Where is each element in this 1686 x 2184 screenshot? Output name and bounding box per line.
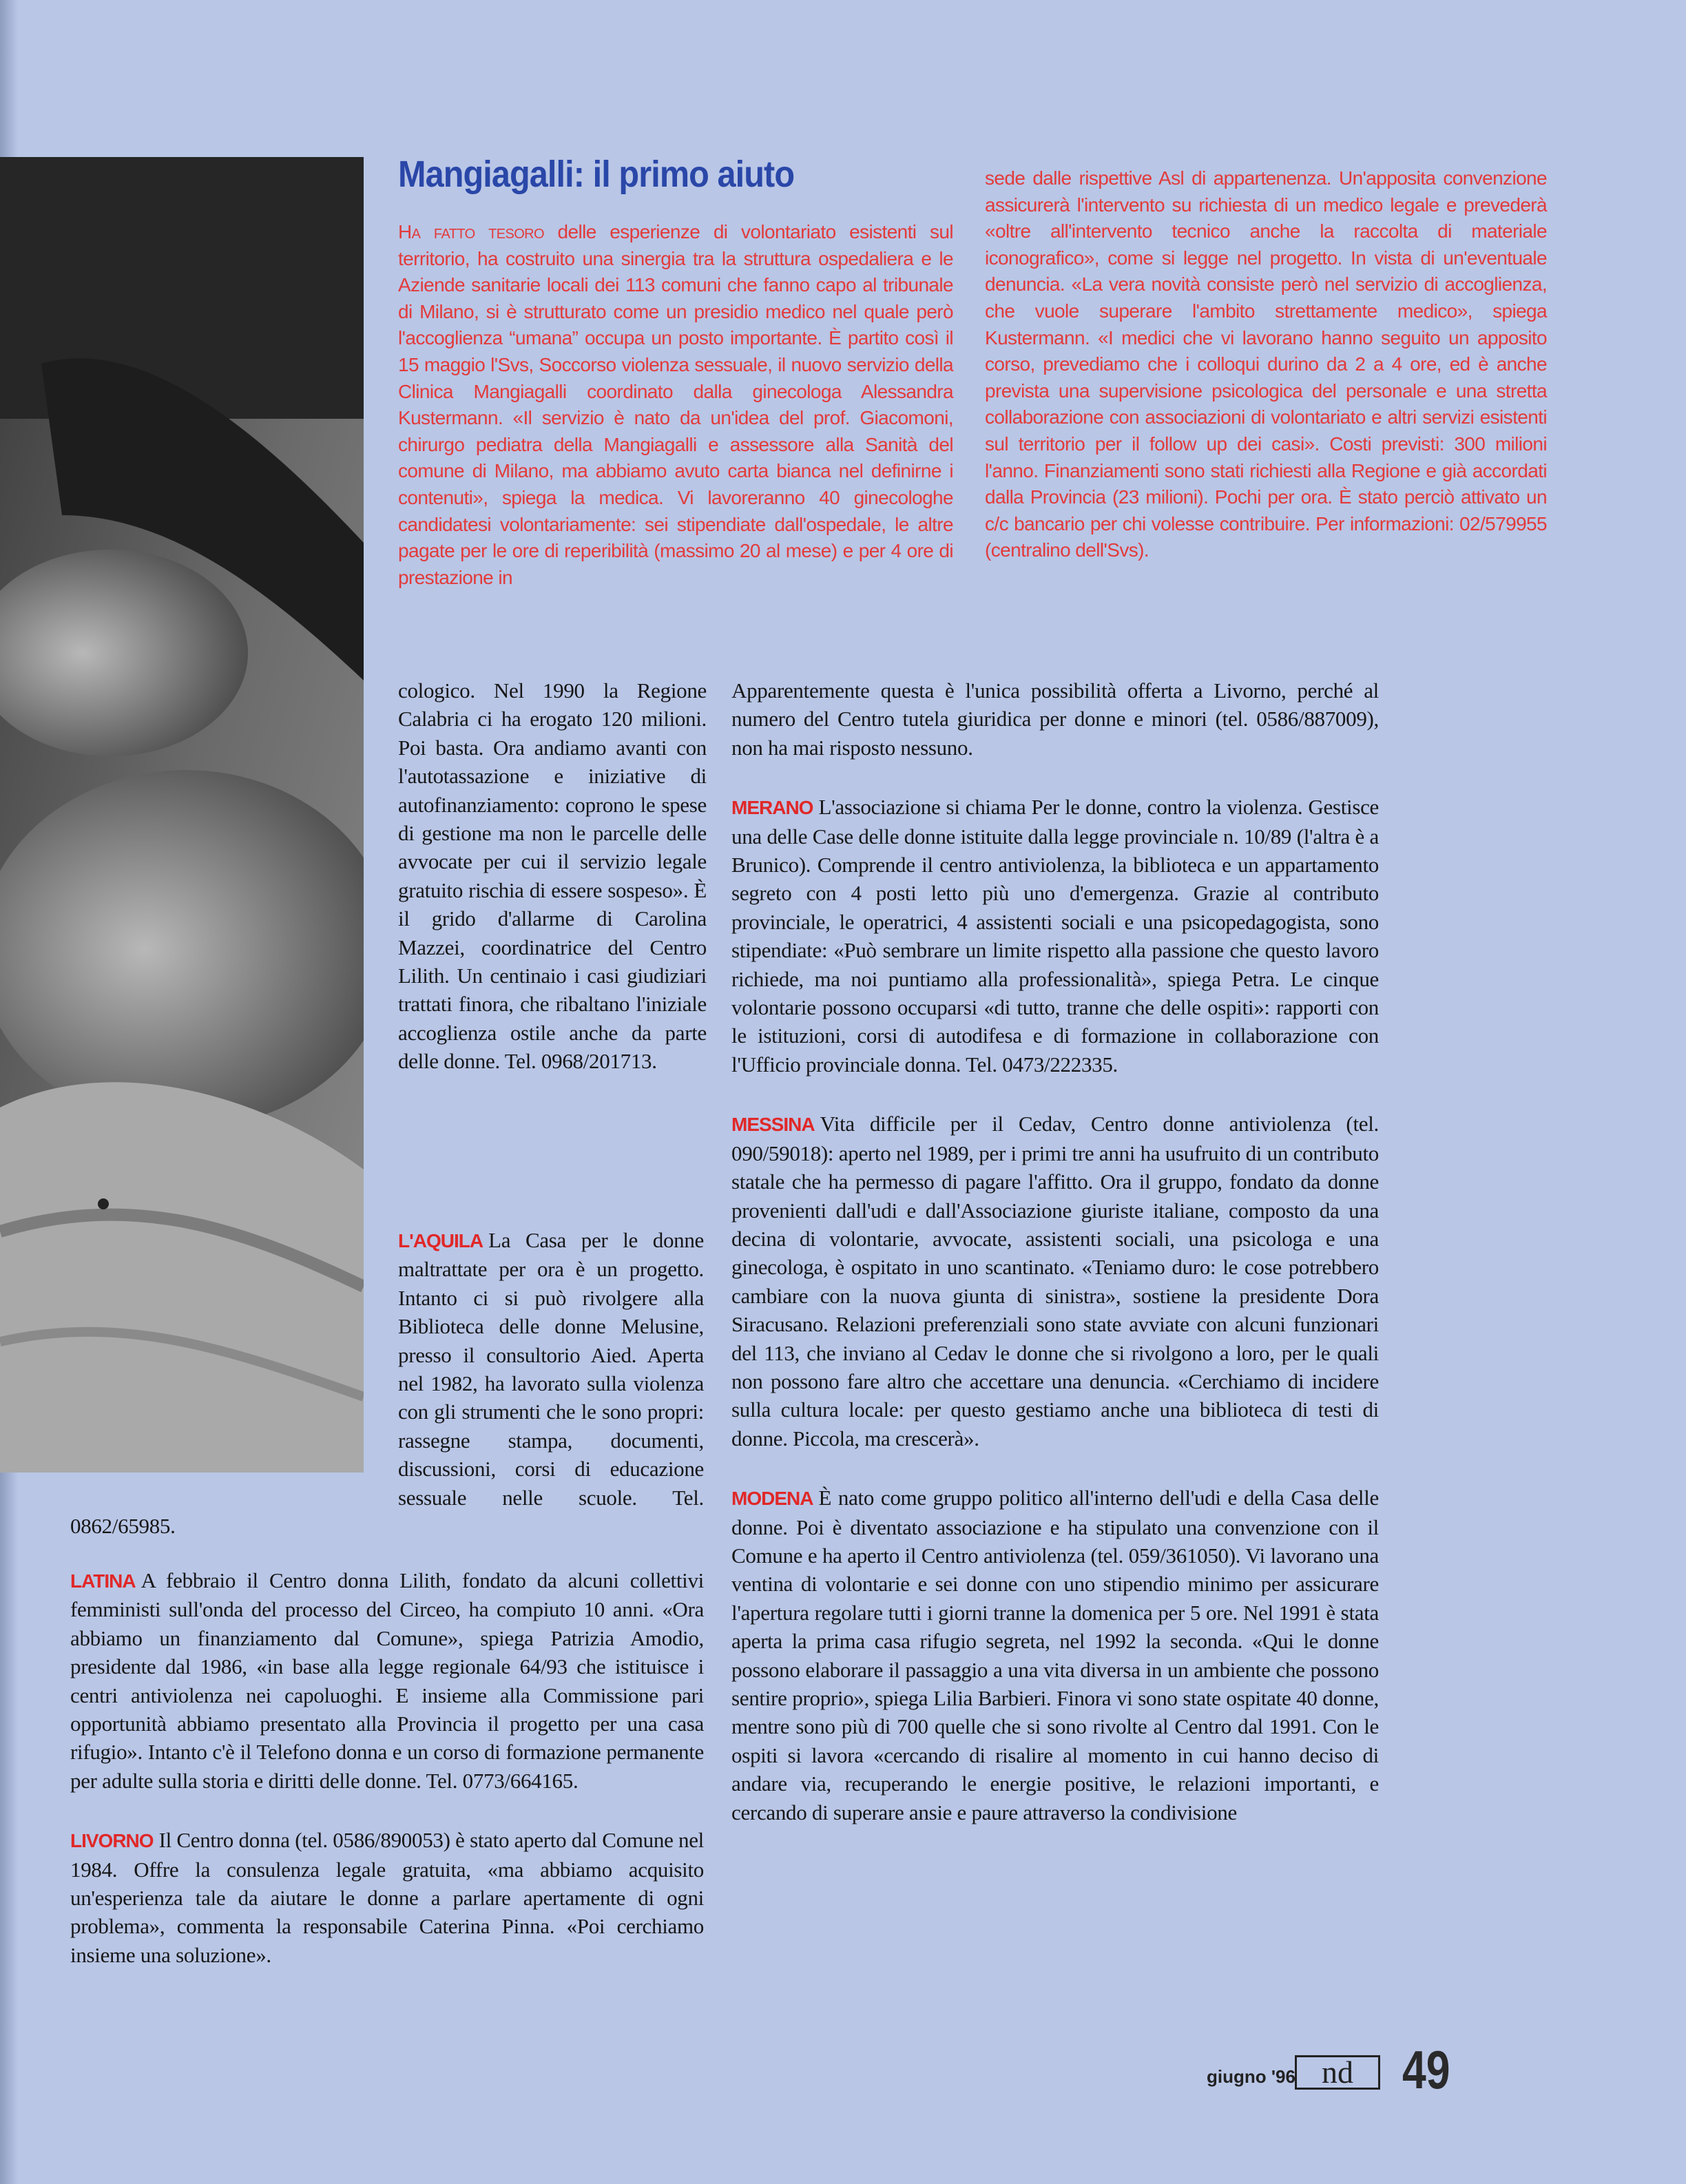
latina-section	[70, 1566, 704, 1795]
sidebar-title: Mangiagalli: il primo aiuto	[398, 154, 795, 195]
aquila-section	[70, 1226, 704, 1540]
section-tag-messina: MESSINA	[731, 1114, 815, 1136]
section-tag-merano: MERANO	[731, 797, 813, 819]
sidebar-text-left	[398, 219, 953, 591]
photo-wrap-spacer	[70, 1226, 398, 1508]
messina-section	[731, 1110, 1379, 1453]
livorno-text: Il Centro donna (tel. 0586/890053) è stato aperto dal Comune nel 1984. Offre la consulenza legale gratuita, «ma abbiamo acquisito un'esperienza tale da aiutare le donne a parlare apertamente di ogni problema», commenta la responsabile Caterina Pinna. «Poi cerchiamo insieme una soluzione».	[70, 1828, 704, 1967]
sidebar-left-body: delle esperienze di volontariato esistenti sul territorio, ha costruito una sinergia tra la struttura ospedaliera e le Aziende sanitarie locali dei 113 comuni che fanno capo al tribunale di Milano, si è strutturato come un presidio medico nel quale però l'accoglienza “umana” occupa un posto importante. È partito così il 15 maggio l'Svs, Soccorso violenza sessuale, il nuovo servizio della Clinica Mangiagalli coordinato dalla ginecologa Alessandra Kustermann. «Il servizio è nato da un'idea del prof. Giacomoni, chirurgo pediatra della Mangiagalli e assessore alla Sanità del comune di Milano, ma abbiamo avuto carta bianca nel definirne i contenuti», spiega la medica. Vi lavoreranno 40 ginecologhe candidatesi volontariamente: sei stipendiate dall'ospedale, le altre pagate per le ore di reperibilità (massimo 20 al mese) e per 4 ore di prestazione in	[398, 221, 953, 588]
latina-text: A febbraio il Centro donna Lilith, fondato da alcuni collettivi femministi sull'onda del processo del Circeo, ha compiuto 10 anni. «Ora abbiamo un finanziamento dal Comune», spiega Patrizia Amodio, presidente dal 1986, «in base alla legge regionale 64/93 che istituisce i centri antiviolenza nei capoluoghi. E insieme alla Commissione pari opportunità abbiamo presentato alla Provincia il progetto per una casa rifugio». Intanto c'è il Telefono donna e un corso di formazione permanente per adulte sulla storia e diritti delle donne. Tel. 0773/664165.	[70, 1568, 704, 1793]
calabria-continuation: cologico. Nel 1990 la Regione Calabria ci ha erogato 120 milioni. Poi basta. Ora andiamo avanti con l'autotassazione e iniziative di autofinanziamento: coprono le spese di gestione ma non le parcelle delle avvocate per cui il servizio legale gratuito rischia di essere sospeso». È il grido d'allarme di Carolina Mazzei, coordinatrice del Centro Lilith. Un centinaio i casi giudiziari trattati finora, che ribaltano l'iniziale accoglienza ostile anche da parte delle donne. Tel. 0968/201713.	[398, 678, 707, 1074]
aquila-text: La Casa per le donne maltrattate per ora è un progetto. Intanto ci si può rivolgere alla Biblioteca delle donne Melusine, presso il consultorio Aied. Aperta nel 1982, ha lavorato sulla violenza con gli strumenti che le sono propri: rassegne stampa, documenti, discussioni, corsi di educazione sessuale nelle scuole. Tel. 0862/65985.	[70, 1228, 704, 1539]
modena-section	[731, 1484, 1379, 1827]
sidebar-lead-caps: Ha fatto tesoro	[398, 221, 544, 242]
magazine-logo: nd	[1295, 2055, 1380, 2090]
sidebar-text-right: sede dalle rispettive Asl di appartenenza. Un'apposita convenzione assicurerà l'intervento su richiesta di un medico legale e prevederà «oltre all'intervento tecnico anche la raccolta di materiale iconografico», come si legge nel progetto. In vista di un'eventuale denuncia. «La vera novità consiste però nel servizio di accoglienza, che vuole superare l'ambito strettamente medico», spiega Kustermann. «I medici che vi lavorano hanno seguito un apposito corso, prevediamo che i colloqui durino da 2 a 4 ore, ed è anche prevista una supervisione psicologica del personale e una stretta collaborazione con associazioni di volontariato e altri servizi esistenti sul territorio per il follow up dei casi». Costi previsti: 300 milioni l'anno. Finanziamenti sono stati richiesti alla Regione e già accordati dalla Provincia (23 milioni). Pochi per ora. È stato perciò attivato un c/c bancario per chi volesse contribuire. Per informazioni: 02/579955 (centralino dell'Svs).	[985, 167, 1547, 561]
section-tag-aquila: L'AQUILA	[398, 1230, 483, 1251]
section-tag-livorno: LIVORNO	[70, 1830, 154, 1852]
section-tag-modena: MODENA	[731, 1488, 813, 1510]
section-tag-latina: LATINA	[70, 1570, 136, 1592]
messina-text: Vita difficile per il Cedav, Centro donne antiviolenza (tel. 090/59018): aperto nel 1989, per i primi tre anni ha usufruito di un contributo statale che ha permesso di pagare l'affitto. Ora il gruppo, fondato da donne provenienti dall'udi e dall'Associazione giuriste italiane, composto da una decina di volontarie, avvocate, assistenti sociali, una psicologa e una ginecologa, è ospitato in uno scantinato. «Teniamo duro: le cose potrebbero cambiare con la nuova giunta di sinistra», sostiene la presidente Dora Siracusano. Relazioni preferenziali sono state avviate con alcuni funzionari del 113, che inviano al Cedav le donne che si rivolgono a loro, per le quali non possono fare altro che accettare una denuncia. «Cerchiamo di incidere sulla cultura locale: per questo gestiamo anche una biblioteca di testi di donne. Piccola, ma crescerà».	[731, 1112, 1379, 1450]
left-lower-column	[70, 1566, 704, 2000]
right-column	[731, 676, 1379, 1858]
footer-issue-date: giugno '96	[1207, 2066, 1295, 2087]
livorno-section	[70, 1826, 704, 1969]
merano-text: L'associazione si chiama Per le donne, contro la violenza. Gestisce una delle Case delle donne istituite dalla legge provinciale n. 10/89 (l'altra è a Brunico). Comprende il centro antiviolenza, la biblioteca e un appartamento segreto con 4 posti letto più uno d'emergenza. Grazie al contributo provinciale, le operatrici, 4 assistenti sociali e una psicopedagogista, sono stipendiate: «Può sembrare un limite rispetto alla passione che questo lavoro richiede, ma noi puntiamo alla professionalità», spiega Petra. Le cinque volontarie possono occuparsi «di tutto, tranne che delle ospiti»: rapporti con le istituzioni, corsi di autodifesa e di formazione in collaborazione con l'Ufficio provinciale donna. Tel. 0473/222335.	[731, 795, 1379, 1077]
merano-section	[731, 793, 1379, 1079]
page-number: 49	[1402, 2039, 1450, 2100]
modena-text: È nato come gruppo politico all'interno dell'udi e della Casa delle donne. Poi è diventato associazione e ha stipulato una convenzione con il Comune e ha aperto il Centro antiviolenza (tel. 059/361050). Vi lavorano una ventina di volontarie e sei donne con uno stipendio minimo per assicurare l'apertura regolare tutti i giorni tranne la domenica per 5 ore. Nel 1991 è stata aperta la prima casa rifugio segreta, nel 1992 la seconda. «Qui le donne possono elaborare il passaggio a una vita diversa in un ambiente che possono sentire proprio», spiega Lilia Barbieri. Finora vi sono state ospitate 40 donne, mentre sono più di 700 quelle che si sono rivolte al Centro dal 1991. Con le ospiti si lavora «cercando di risalire al momento in cui hanno deciso di andare via, recuperando le energie positive, le relazioni importanti, e cercando di superare ansie e paure attraverso la condivisione	[731, 1486, 1379, 1824]
livorno-continuation: Apparentemente questa è l'unica possibilità offerta a Livorno, perché al numero del Centro tutela giuridica per donne e minori (tel. 0586/887009), non ha mai risposto nessuno.	[731, 678, 1379, 760]
